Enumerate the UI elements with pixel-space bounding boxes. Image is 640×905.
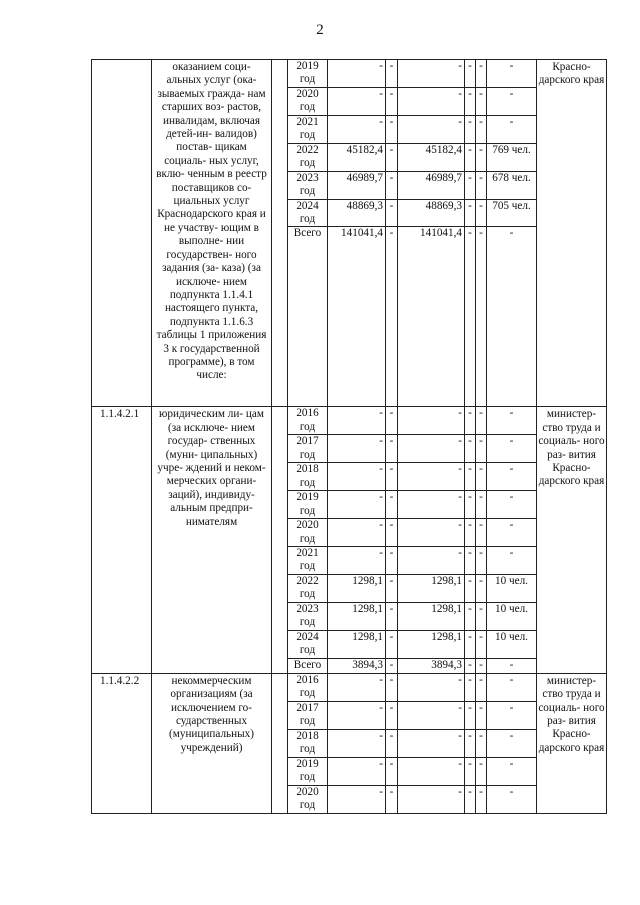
- extra-budget-cell: -: [476, 547, 487, 575]
- local-cell: -: [465, 491, 476, 519]
- federal-cell: -: [386, 115, 398, 143]
- extra-budget-cell: -: [476, 407, 487, 435]
- year-cell: 2019 год: [288, 757, 328, 785]
- local-cell: -: [465, 407, 476, 435]
- local-cell: -: [465, 658, 476, 673]
- regional-cell: 141041,4: [398, 227, 465, 407]
- extra-budget-cell: -: [476, 574, 487, 602]
- federal-cell: -: [386, 757, 398, 785]
- local-cell: -: [465, 143, 476, 171]
- federal-cell: -: [386, 143, 398, 171]
- year-cell: 2022 год: [288, 143, 328, 171]
- blank-cell: [272, 673, 288, 813]
- total-cell: 1298,1: [328, 630, 386, 658]
- regional-cell: -: [398, 435, 465, 463]
- regional-cell: -: [398, 519, 465, 547]
- result-cell: -: [487, 463, 537, 491]
- federal-cell: -: [386, 60, 398, 88]
- year-cell: 2020 год: [288, 519, 328, 547]
- extra-budget-cell: -: [476, 115, 487, 143]
- local-cell: -: [465, 171, 476, 199]
- extra-budget-cell: -: [476, 757, 487, 785]
- year-cell: Всего: [288, 658, 328, 673]
- federal-cell: -: [386, 407, 398, 435]
- total-cell: -: [328, 463, 386, 491]
- responsible-organization-cell: министер- ство труда и социаль- ного раз- вития Красно- дарского края: [537, 407, 607, 673]
- regional-cell: -: [398, 60, 465, 88]
- extra-budget-cell: -: [476, 701, 487, 729]
- local-cell: -: [465, 602, 476, 630]
- total-cell: -: [328, 491, 386, 519]
- regional-cell: 3894,3: [398, 658, 465, 673]
- federal-cell: -: [386, 463, 398, 491]
- extra-budget-cell: -: [476, 729, 487, 757]
- year-cell: 2018 год: [288, 729, 328, 757]
- year-cell: 2021 год: [288, 547, 328, 575]
- federal-cell: -: [386, 171, 398, 199]
- result-cell: -: [487, 785, 537, 813]
- result-cell: 705 чел.: [487, 199, 537, 227]
- result-cell: -: [487, 519, 537, 547]
- year-cell: 2016 год: [288, 407, 328, 435]
- federal-cell: -: [386, 658, 398, 673]
- regional-cell: -: [398, 673, 465, 701]
- federal-cell: -: [386, 602, 398, 630]
- extra-budget-cell: -: [476, 143, 487, 171]
- year-cell: 2023 год: [288, 602, 328, 630]
- year-cell: 2019 год: [288, 491, 328, 519]
- result-cell: -: [487, 673, 537, 701]
- total-cell: -: [328, 785, 386, 813]
- total-cell: -: [328, 88, 386, 116]
- total-cell: -: [328, 757, 386, 785]
- regional-cell: -: [398, 115, 465, 143]
- result-cell: -: [487, 658, 537, 673]
- regional-cell: -: [398, 88, 465, 116]
- result-cell: 10 чел.: [487, 630, 537, 658]
- extra-budget-cell: -: [476, 199, 487, 227]
- local-cell: -: [465, 630, 476, 658]
- total-cell: 141041,4: [328, 227, 386, 407]
- table-row: [92, 673, 607, 701]
- local-cell: -: [465, 757, 476, 785]
- local-cell: -: [465, 227, 476, 407]
- regional-cell: -: [398, 701, 465, 729]
- extra-budget-cell: -: [476, 658, 487, 673]
- regional-cell: 45182,4: [398, 143, 465, 171]
- result-cell: -: [487, 115, 537, 143]
- extra-budget-cell: -: [476, 630, 487, 658]
- total-cell: -: [328, 673, 386, 701]
- local-cell: -: [465, 673, 476, 701]
- result-cell: -: [487, 701, 537, 729]
- year-cell: 2024 год: [288, 199, 328, 227]
- regional-cell: -: [398, 785, 465, 813]
- local-cell: -: [465, 199, 476, 227]
- total-cell: 1298,1: [328, 602, 386, 630]
- total-cell: 1298,1: [328, 574, 386, 602]
- year-cell: 2020 год: [288, 88, 328, 116]
- federal-cell: -: [386, 199, 398, 227]
- year-cell: 2020 год: [288, 785, 328, 813]
- total-cell: -: [328, 435, 386, 463]
- local-cell: -: [465, 88, 476, 116]
- year-cell: 2024 год: [288, 630, 328, 658]
- table-row: [92, 60, 607, 88]
- regional-cell: 1298,1: [398, 574, 465, 602]
- federal-cell: -: [386, 227, 398, 407]
- regional-cell: 48869,3: [398, 199, 465, 227]
- result-cell: -: [487, 757, 537, 785]
- program-table: [91, 59, 607, 814]
- blank-cell: [272, 407, 288, 673]
- federal-cell: -: [386, 673, 398, 701]
- result-cell: -: [487, 547, 537, 575]
- federal-cell: -: [386, 88, 398, 116]
- extra-budget-cell: -: [476, 673, 487, 701]
- total-cell: 48869,3: [328, 199, 386, 227]
- extra-budget-cell: -: [476, 602, 487, 630]
- year-cell: 2016 год: [288, 673, 328, 701]
- total-cell: 45182,4: [328, 143, 386, 171]
- federal-cell: -: [386, 574, 398, 602]
- year-cell: 2022 год: [288, 574, 328, 602]
- federal-cell: -: [386, 630, 398, 658]
- year-cell: 2017 год: [288, 701, 328, 729]
- total-cell: -: [328, 701, 386, 729]
- item-description-cell: оказанием соци- альных услуг (ока- зываемых гражда- нам старших воз- растов, инвалидам, включая детей-ин- валидов) постав- щикам социаль- ных услуг, вклю- ченным в реестр поставщиков со- циальных услуг Краснодарского края и не участву- ющим в выполне- нии государствен- ного задания (за- каза) (за исключе- нием подпункта 1.1.4.1 настоящего пункта, подпункта 1.1.6.3 таблицы 1 приложения 3 к государственной программе), в том числе:: [152, 60, 272, 407]
- regional-cell: -: [398, 757, 465, 785]
- total-cell: -: [328, 547, 386, 575]
- federal-cell: -: [386, 491, 398, 519]
- regional-cell: 1298,1: [398, 602, 465, 630]
- total-cell: -: [328, 729, 386, 757]
- result-cell: -: [487, 491, 537, 519]
- result-cell: 10 чел.: [487, 602, 537, 630]
- result-cell: -: [487, 227, 537, 407]
- local-cell: -: [465, 60, 476, 88]
- extra-budget-cell: -: [476, 463, 487, 491]
- year-cell: 2021 год: [288, 115, 328, 143]
- regional-cell: 46989,7: [398, 171, 465, 199]
- result-cell: -: [487, 729, 537, 757]
- regional-cell: -: [398, 547, 465, 575]
- result-cell: 678 чел.: [487, 171, 537, 199]
- extra-budget-cell: -: [476, 60, 487, 88]
- page-number: 2: [316, 22, 324, 38]
- item-description-cell: некоммерческим организациям (за исключением го- сударственных (муниципальных) учреждений): [152, 673, 272, 813]
- responsible-organization-cell: министер- ство труда и социаль- ного раз- вития Красно- дарского края: [537, 673, 607, 813]
- result-cell: 10 чел.: [487, 574, 537, 602]
- regional-cell: -: [398, 407, 465, 435]
- table-row: [92, 407, 607, 435]
- local-cell: -: [465, 463, 476, 491]
- extra-budget-cell: -: [476, 435, 487, 463]
- extra-budget-cell: -: [476, 519, 487, 547]
- local-cell: -: [465, 115, 476, 143]
- local-cell: -: [465, 785, 476, 813]
- total-cell: -: [328, 519, 386, 547]
- result-cell: -: [487, 88, 537, 116]
- item-code-cell: [92, 60, 152, 407]
- result-cell: -: [487, 435, 537, 463]
- total-cell: -: [328, 115, 386, 143]
- result-cell: -: [487, 407, 537, 435]
- result-cell: 769 чел.: [487, 143, 537, 171]
- regional-cell: -: [398, 491, 465, 519]
- item-code-cell: 1.1.4.2.2: [92, 673, 152, 813]
- federal-cell: -: [386, 729, 398, 757]
- federal-cell: -: [386, 701, 398, 729]
- extra-budget-cell: -: [476, 785, 487, 813]
- regional-cell: 1298,1: [398, 630, 465, 658]
- year-cell: Всего: [288, 227, 328, 407]
- regional-cell: -: [398, 463, 465, 491]
- local-cell: -: [465, 701, 476, 729]
- year-cell: 2023 год: [288, 171, 328, 199]
- year-cell: 2019 год: [288, 60, 328, 88]
- year-cell: 2017 год: [288, 435, 328, 463]
- extra-budget-cell: -: [476, 227, 487, 407]
- federal-cell: -: [386, 435, 398, 463]
- federal-cell: -: [386, 547, 398, 575]
- local-cell: -: [465, 435, 476, 463]
- regional-cell: -: [398, 729, 465, 757]
- responsible-organization-cell: Красно- дарского края: [537, 60, 607, 407]
- local-cell: -: [465, 574, 476, 602]
- total-cell: -: [328, 407, 386, 435]
- extra-budget-cell: -: [476, 171, 487, 199]
- local-cell: -: [465, 519, 476, 547]
- local-cell: -: [465, 547, 476, 575]
- extra-budget-cell: -: [476, 491, 487, 519]
- blank-cell: [272, 60, 288, 407]
- item-description-cell: юридическим ли- цам (за исключе- нием государ- ственных (муни- ципальных) учре- ждений и неком- мерческих органи- заций), индивиду- альным предпри- нимателям: [152, 407, 272, 673]
- federal-cell: -: [386, 519, 398, 547]
- result-cell: -: [487, 60, 537, 88]
- total-cell: 46989,7: [328, 171, 386, 199]
- local-cell: -: [465, 729, 476, 757]
- extra-budget-cell: -: [476, 88, 487, 116]
- federal-cell: -: [386, 785, 398, 813]
- total-cell: 3894,3: [328, 658, 386, 673]
- year-cell: 2018 год: [288, 463, 328, 491]
- total-cell: -: [328, 60, 386, 88]
- item-code-cell: 1.1.4.2.1: [92, 407, 152, 673]
